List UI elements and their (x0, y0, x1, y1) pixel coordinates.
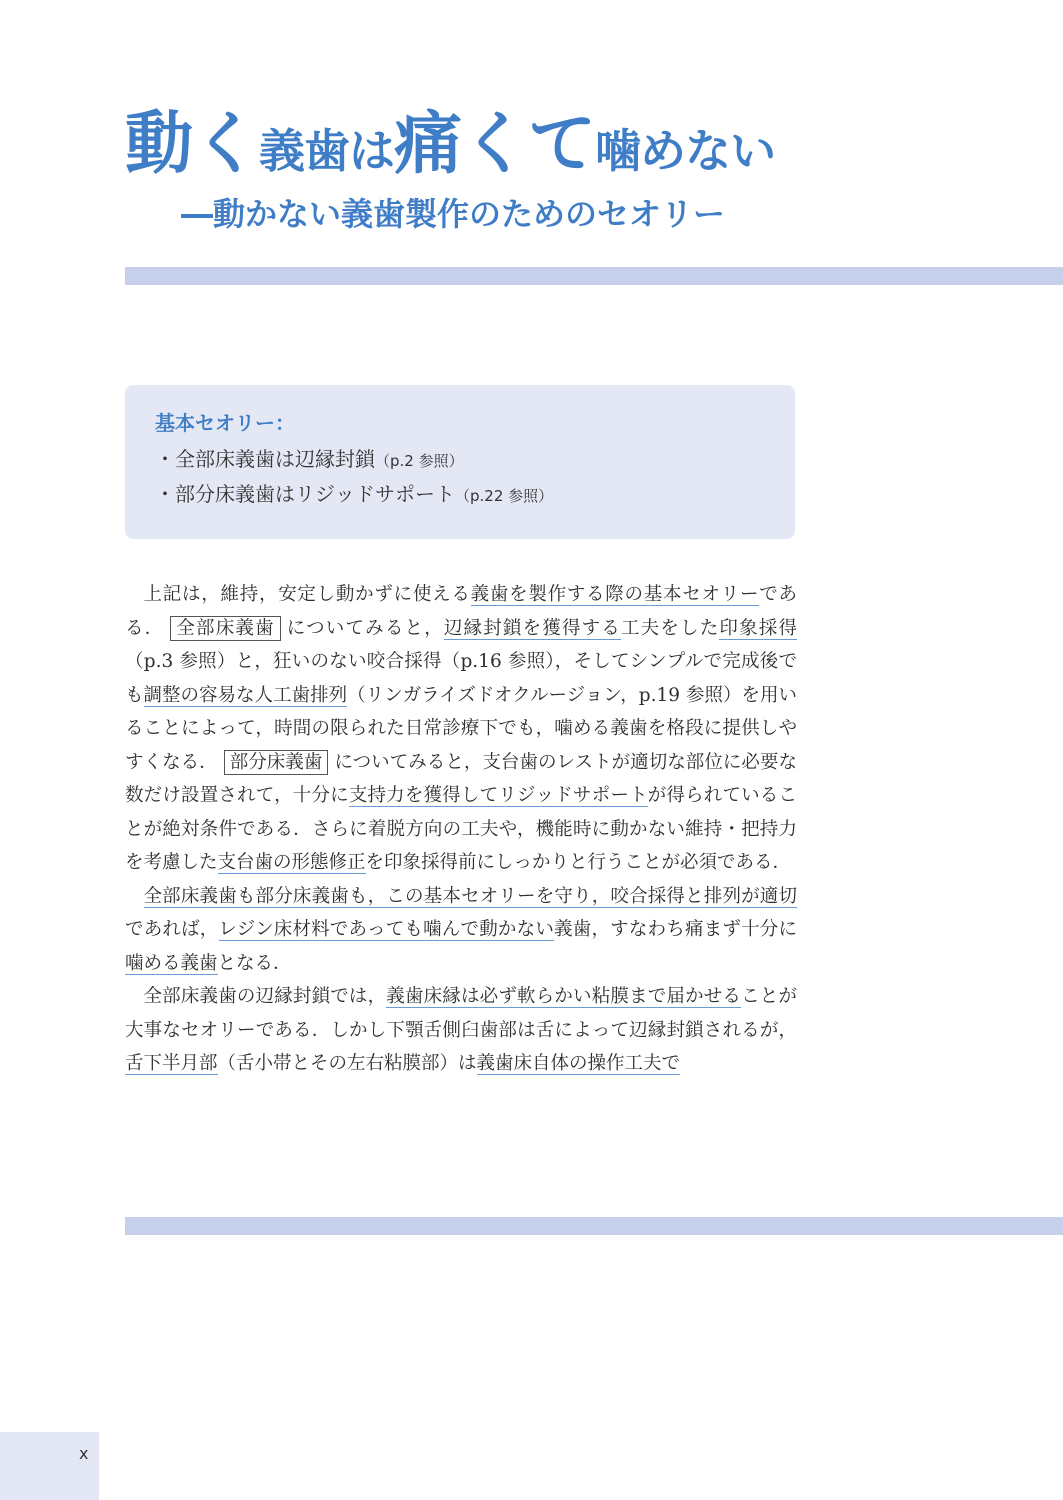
text-run: についてみると， (286, 617, 444, 639)
underlined-term: 辺縁封鎖を獲得する (443, 617, 621, 639)
text-run: についてみると，支台歯のレストが適切な部位に必要な数だけ設置されて，十分に (125, 751, 797, 806)
boxed-term: 全部床義歯 (170, 616, 280, 641)
page-number: x (79, 1444, 89, 1463)
underlined-term: 噛める義歯 (125, 952, 218, 974)
underlined-term: 義歯を製作する際の基本セオリー (470, 584, 760, 605)
underlined-term: 支持力を獲得してリジッドサポート (348, 785, 648, 806)
underlined-term: レジン床材料であっても噛んで動かない (218, 919, 555, 940)
title-text: 義歯は (259, 124, 395, 178)
text-run: となる． (217, 952, 292, 974)
page-number-tab (0, 1432, 99, 1500)
text-run: 工夫をした (621, 617, 720, 639)
text-run: 義歯，すなわち痛まず十分に (554, 919, 797, 940)
text-run: （舌小帯とその左右粘膜部）は (217, 1053, 477, 1074)
text-run: （p.3 参照）と，狂いのない咬合採得（p.16 参照），そしてシンプルで完成後でも (125, 651, 797, 706)
theory-item-text: ・部分床義歯はリジッドサポート (155, 482, 455, 506)
theory-item (155, 443, 765, 478)
bottom-divider-band (125, 1217, 1063, 1235)
chapter-subtitle: ―動かない義歯製作のためのセオリー (181, 195, 726, 233)
text-run: （リンガライズドオクルージョン，p.19 参照）を用いることによって，時間の限られた日常診療下でも，噛める義歯を格段に提供しやすくなる． (125, 684, 797, 773)
paragraph (125, 980, 797, 1081)
text-run: 上記は，維持，安定し動かずに使える (143, 584, 471, 605)
theory-item-ref: （p.22 参照） (455, 487, 554, 505)
theory-item (155, 478, 765, 513)
chapter-title (125, 100, 1025, 238)
title-text: 噛めない (595, 124, 776, 178)
underlined-term: 印象採得 (719, 617, 797, 639)
theory-item-ref: （p.2 参照） (375, 452, 464, 470)
underlined-term: 全部床義歯も部分床義歯も，この基本セオリーを守り，咬合採得と排列が適切 (143, 885, 797, 907)
title-char: 痛 (394, 105, 462, 184)
underlined-term: 義歯床縁は必ず軟らかい粘膜まで届かせる (386, 986, 742, 1007)
text-run: 全部床義歯の辺縁封鎖では， (143, 986, 387, 1007)
paragraph (125, 578, 797, 880)
title-char: 動 (125, 105, 193, 184)
text-run: である． (125, 584, 797, 639)
text-run: を印象採得前にしっかりと行うことが必須である． (365, 852, 792, 873)
boxed-term: 部分床義歯 (224, 750, 329, 775)
underlined-term: 支台歯の形態修正 (217, 852, 366, 873)
text-run: であれば， (125, 919, 219, 940)
paragraph (125, 880, 797, 981)
underlined-term: 調整の容易な人工歯排列 (143, 684, 348, 706)
text-run: ことが大事なセオリーである．しかし下顎舌側臼歯部は舌によって辺縁封鎖されるが， (125, 986, 797, 1041)
basic-theory-heading: 基本セオリー： (155, 411, 295, 435)
title-char: く (192, 105, 260, 184)
underlined-term: 義歯床自体の操作工夫で (476, 1053, 681, 1074)
top-divider-band (125, 267, 1063, 285)
theory-item-text: ・全部床義歯は辺縁封鎖 (155, 447, 375, 471)
title-main (125, 100, 1025, 196)
text-run: が得られていることが絶対条件である．さらに着脱方向の工夫や，機能時に動かない維持・把持力を考慮した (125, 785, 797, 873)
title-char: く (461, 105, 529, 184)
title-char: て (528, 105, 596, 184)
basic-theory-box (125, 385, 795, 539)
underlined-term: 舌下半月部 (125, 1053, 218, 1074)
body-text (125, 578, 797, 1081)
